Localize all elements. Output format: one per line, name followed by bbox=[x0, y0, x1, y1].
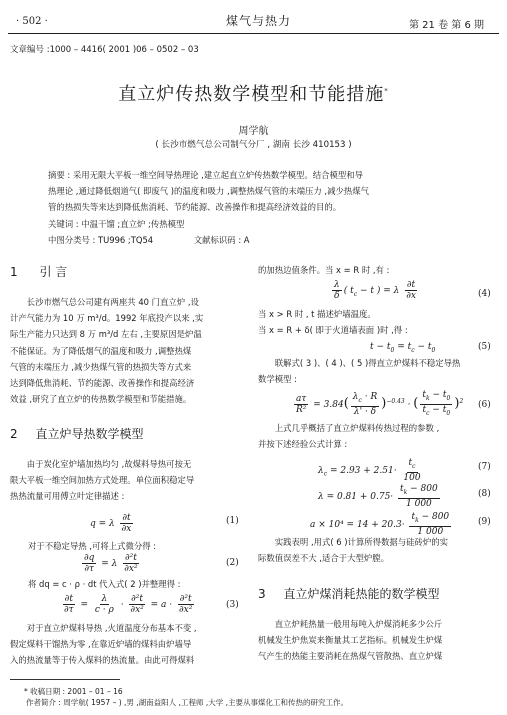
text-line: 达到降低焦消耗、节约能源、改善操作和提高经济 bbox=[10, 378, 195, 389]
substitution-text: 将 dq = c · ρ · dt 代入式( 2 )并整理得 : bbox=[28, 579, 181, 589]
equation-number: (9) bbox=[478, 517, 491, 527]
text-line: 长沙市燃气总公司建有两座共 40 门直立炉 ,设 bbox=[26, 297, 199, 307]
equation-number: (6) bbox=[478, 400, 491, 410]
equation-6: $\frac{a\tau}{\text{R²}}$ = 3.84( $\frac{\lambda_c \cdot R}{\lambda' \cdot \delta}$ )$^{-0.43}$ · ( $\frac{t_k - t_0}{t_c - t_0}$ )$^2$ bbox=[296, 390, 464, 417]
header-rule bbox=[8, 33, 499, 34]
section-number: 3 bbox=[258, 587, 266, 601]
text-line: 实践表明 ,用式( 6 )计算所得数据与硅砖炉的实 bbox=[274, 537, 449, 547]
section-number: 1 bbox=[10, 265, 18, 279]
classification-row bbox=[48, 232, 468, 248]
text-line: 际生产能力只达到 8 万 m³/d 左右 ,主要原因是炉温 bbox=[10, 329, 202, 340]
text-line: 机械发生炉焦炭来衡量其工艺指标。机械发生炉煤 bbox=[258, 635, 443, 646]
abstract-line: 热理论 ,通过降低烟道气( 即废气 )的温度和吸力 ,调整热煤气管的末端压力 ,减少热煤气 bbox=[48, 186, 369, 197]
text-line: 热热流量可用傅立叶定律描述 : bbox=[10, 491, 125, 502]
text-line: 效益 ,研究了直立炉的传热数学模型和节能措施。 bbox=[10, 394, 192, 405]
title-text: 直立炉传热数学模型和节能措施 bbox=[118, 84, 385, 105]
paper-title bbox=[0, 80, 507, 106]
author-name: 周学航 bbox=[238, 126, 269, 137]
text-line: 由于炭化室炉墙加热均匀 ,故煤料导热可按无 bbox=[26, 459, 192, 469]
equation-8: λ = 0.81 + 0.75· $\frac{t_k - 800}{1 000}$ bbox=[318, 484, 438, 509]
footnote-rule bbox=[10, 679, 120, 680]
section-1-heading bbox=[10, 263, 67, 280]
equation-number: (5) bbox=[478, 342, 491, 352]
equation-number: (3) bbox=[226, 600, 239, 610]
issue-info: 第 21 卷 第 6 期 bbox=[409, 20, 484, 31]
equation-3: $\frac{\partial t}{\partial\tau}$ = $\frac{\lambda}{c \cdot \rho}$ · $\frac{\text{∂²t}}{\text{∂x²}}$ = a · $\frac{\text{∂²t}}{\text{∂x²}}$ bbox=[64, 594, 193, 615]
intro-paragraph bbox=[10, 294, 246, 407]
text-line: 对于直立炉煤料导热 ,火道温度分布基本不变 , bbox=[26, 623, 197, 633]
page-number: · 502 · bbox=[16, 16, 48, 27]
model-paragraph bbox=[10, 456, 246, 505]
text-line: 气管的末端压力 ,减少热煤气管的热损失等方式来 bbox=[10, 361, 192, 372]
combine-paragraph bbox=[258, 355, 498, 387]
text-line: 上式几乎概括了直立炉煤料传热过程的参数 , bbox=[274, 423, 440, 433]
title-footnote-mark: * bbox=[384, 87, 389, 95]
footnote-author-bio: 作者简介 : 周学航( 1957 – ) ,男 ,湖南益阳人 ,工程师 ,大学 ,主要从事煤化工和传热的研究工作。 bbox=[26, 698, 348, 707]
equation-5: $t - t_0 = t_c - t_0$ bbox=[370, 342, 436, 354]
boundary-text: 的加热边值条件。当 x = R 时 ,有 : bbox=[258, 265, 390, 275]
text-line: 假定煤料干馏热为零 ,在靠近炉墙的煤料由炉墙导 bbox=[10, 639, 192, 650]
boundary-note-1: 当 x > R 时 , t 描述炉墙温度。 bbox=[258, 309, 376, 319]
equation-7: $\lambda_c = 2.93 + 2.51\cdot$ $\frac{t_c}{100}$ bbox=[318, 458, 421, 483]
section-2-heading bbox=[10, 425, 143, 442]
section-title: 直立炉导热数学模型 bbox=[35, 427, 144, 441]
journal-name: 煤气与热力 bbox=[226, 14, 292, 28]
text-line: 入的热流量等于传入煤料的热流量。由此可得煤料 bbox=[10, 655, 195, 666]
text-line: 直立炉耗热量一般用每吨入炉煤消耗多少公斤 bbox=[274, 619, 443, 629]
text-line: 气产生的热能主要消耗在热煤气管散热、直立炉煤 bbox=[258, 651, 443, 662]
equation-1: q = λ $\frac{\partial t}{\partial x}$ bbox=[90, 513, 132, 534]
clc-number: 中图分类号 : TU996 ;TQ54 bbox=[48, 234, 154, 245]
equation-number: (1) bbox=[226, 516, 239, 526]
abstract-line: 管的热损失等来达到降低焦消耗、节约能源、改善操作和提高经济效益的目的。 bbox=[48, 202, 342, 213]
section-3-paragraph bbox=[258, 616, 498, 665]
section-3-heading bbox=[258, 585, 439, 602]
boundary-note-2: 当 x = R + δ( 即于火道墙表面 )时 ,得 : bbox=[258, 325, 408, 335]
empirical-paragraph bbox=[258, 420, 498, 452]
text-line: 限大平板一维空间加热方式处理。单位面积稳定导 bbox=[10, 475, 195, 486]
text-line: 并按下述经验公式计算 : bbox=[258, 439, 348, 450]
equation-2: $\frac{\partial q}{\partial\tau}$ = λ $\frac{\text{∂²t}}{\text{∂x²}}$ bbox=[84, 553, 138, 574]
practice-paragraph bbox=[258, 534, 498, 566]
equation-number: (4) bbox=[478, 289, 491, 299]
text-line: 际数值误差不大 ,适合于大型炉膛。 bbox=[258, 553, 389, 564]
abstract bbox=[48, 167, 468, 248]
section-title: 引 言 bbox=[39, 265, 68, 279]
unsteady-text: 对于不稳定导热 ,可将上式微分得 : bbox=[28, 541, 157, 551]
abstract-line: 摘要 : 采用无限大平板一维空间导热理论 ,建立起直立炉传热数学模型。结合模型和导 bbox=[48, 170, 363, 180]
article-number: 文章编号 :1000 – 4416( 2001 )06 – 0502 – 03 bbox=[10, 45, 199, 55]
keywords: 关键词 : 中温干馏 ;直立炉 ;传热模型 bbox=[48, 218, 185, 229]
section-title: 直立炉煤消耗热能的数学模型 bbox=[283, 587, 440, 601]
affiliation: ( 长沙市燃气总公司制气分厂 , 湖南 长沙 410153 ) bbox=[155, 140, 352, 150]
equation-9: a × 10⁴ = 14 + 20.3· $\frac{t_k - 800}{1 000}$ bbox=[310, 512, 450, 537]
footnote-received: * 收稿日期 : 2001 – 01 – 16 bbox=[24, 687, 123, 696]
section-number: 2 bbox=[10, 427, 18, 441]
equation-4: $\frac{\lambda}{\delta}$ ( $t_c - t$ ) = λ $\frac{\partial t}{\partial x}$ bbox=[334, 280, 416, 301]
equation-number: (8) bbox=[478, 489, 491, 499]
text-line: 不能保证。为了降低烟气的温度和吸力 ,调整热煤 bbox=[10, 345, 192, 356]
text-line: 联解式( 3 )、( 4 )、( 5 )得直立炉煤料不稳定导热 bbox=[274, 358, 461, 368]
text-line: 计产气能力为 10 万 m³/d。1992 年底投产以来 ,实 bbox=[10, 313, 204, 324]
tail-paragraph bbox=[10, 620, 246, 669]
equation-number: (7) bbox=[478, 462, 491, 472]
document-code: 文献标识码 : A bbox=[193, 234, 250, 245]
text-line: 数学模型 : bbox=[258, 374, 297, 385]
equation-number: (2) bbox=[226, 558, 239, 568]
